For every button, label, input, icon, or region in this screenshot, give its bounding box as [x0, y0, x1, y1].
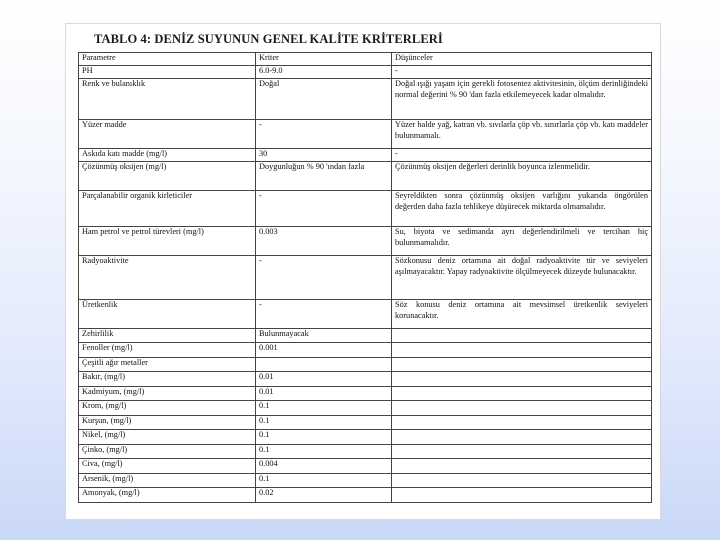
kriter-cell: Bulunmayacak: [256, 329, 392, 343]
comment-cell: [392, 474, 652, 488]
table-row: [79, 300, 652, 329]
param-cell: Krom, (mg/l): [79, 401, 256, 416]
comment-cell: [392, 401, 652, 416]
kriter-cell: 0.1: [256, 416, 392, 430]
kriter-cell: [256, 358, 392, 372]
kriter-cell: 0.1: [256, 474, 392, 488]
param-cell: Renk ve bulanıklık: [79, 79, 256, 120]
comment-cell: [392, 430, 652, 445]
comment-cell: Çözünmüş oksijen değerleri derinlik boyunca izlenmelidir.: [392, 162, 652, 191]
param-cell: Kadmiyum, (mg/l): [79, 387, 256, 401]
kriter-cell: 0.1: [256, 401, 392, 416]
kriter-cell: 0.01: [256, 387, 392, 401]
param-cell: Çeşitli ağır metaller: [79, 358, 256, 372]
table-row: [79, 459, 652, 474]
kriter-cell: 0.003: [256, 227, 392, 256]
kriter-cell: 0.004: [256, 459, 392, 474]
param-cell: Ham petrol ve petrol türevleri (mg/l): [79, 227, 256, 256]
comment-cell: Seyreldikten sonra çözünmüş oksijen varlığını yukarıda öngörülen değerden daha fazla tehlikeye düşürecek miktarda olmamalıdır.: [392, 191, 652, 227]
comment-cell: Doğal ışığı yaşam için gerekli fotosentez aktivitesinin, ölçüm derinliğindeki normal değerini % 90 'dan fazla etkilemeyecek kadar olmalıdır.: [392, 79, 652, 120]
kriter-cell: Doygunluğun % 90 'ından fazla: [256, 162, 392, 191]
comment-cell: [392, 329, 652, 343]
comment-cell: Söz konusu deniz ortamına ait mevsimsel üretkenlik seviyeleri korunacaktır.: [392, 300, 652, 329]
param-cell: Arsenik, (mg/l): [79, 474, 256, 488]
param-cell: Zehirlilik: [79, 329, 256, 343]
header-dusunceler: Düşünceler: [392, 53, 652, 66]
comment-cell: [392, 372, 652, 387]
table-row: [79, 343, 652, 358]
kriter-cell: 6.0-9.0: [256, 66, 392, 79]
param-cell: Yüzer madde: [79, 120, 256, 149]
table-row: [79, 120, 652, 149]
header-row: [79, 53, 652, 66]
comment-cell: Yüzer halde yağ, katran vb. sıvılarla çöp vb. sınırlarla çöp vb. katı maddeler bulunmamalı.: [392, 120, 652, 149]
comment-cell: Su, biyota ve sedimanda ayrı değerlendirilmeli ve tercihan hiç bulunmamalıdır.: [392, 227, 652, 256]
table-row: [79, 387, 652, 401]
table-row: [79, 430, 652, 445]
param-cell: Çözünmüş oksijen (mg/l): [79, 162, 256, 191]
comment-cell: [392, 416, 652, 430]
table-title: TABLO 4: DENİZ SUYUNUN GENEL KALİTE KRİTERLERİ: [94, 32, 443, 46]
comment-cell: [392, 387, 652, 401]
table-row: [79, 227, 652, 256]
kriter-cell: -: [256, 256, 392, 300]
table-row: [79, 256, 652, 300]
comment-cell: [392, 343, 652, 358]
kriter-cell: 0.001: [256, 343, 392, 358]
kriter-cell: -: [256, 120, 392, 149]
param-cell: Radyoaktivite: [79, 256, 256, 300]
param-cell: Amonyak, (mg/l): [79, 488, 256, 503]
table-row: [79, 79, 652, 120]
kriter-cell: -: [256, 300, 392, 329]
param-cell: Kurşun, (mg/l): [79, 416, 256, 430]
kriter-cell: 0.1: [256, 430, 392, 445]
table-row: [79, 416, 652, 430]
comment-cell: Sözkonusu deniz ortamına ait doğal radyoaktivite tür ve seviyeleri aşılmayacaktır. Yapay radyoaktivite ölçülmeyecek düzeyde bulunacaktır.: [392, 256, 652, 300]
param-cell: Üretkenlik: [79, 300, 256, 329]
kriter-cell: 0.1: [256, 445, 392, 459]
param-cell: Askıda katı madde (mg/l): [79, 149, 256, 162]
param-cell: Civa, (mg/l): [79, 459, 256, 474]
kriter-cell: 0.01: [256, 372, 392, 387]
table-row: [79, 191, 652, 227]
kriter-cell: -: [256, 191, 392, 227]
param-cell: Parçalanabilir organik kirleticiler: [79, 191, 256, 227]
table-row: [79, 401, 652, 416]
document-page: [65, 23, 661, 520]
comment-cell: -: [392, 66, 652, 79]
param-cell: Fenoller (mg/l): [79, 343, 256, 358]
param-cell: Bakır, (mg/l): [79, 372, 256, 387]
table-row: [79, 372, 652, 387]
kriter-cell: 30: [256, 149, 392, 162]
table-row: [79, 149, 652, 162]
table-row: [79, 329, 652, 343]
table-row: [79, 66, 652, 79]
table-row: [79, 358, 652, 372]
param-cell: PH: [79, 66, 256, 79]
comment-cell: [392, 358, 652, 372]
table-row: [79, 474, 652, 488]
kriter-cell: 0.02: [256, 488, 392, 503]
kriter-cell: Doğal: [256, 79, 392, 120]
comment-cell: [392, 445, 652, 459]
table-row: [79, 162, 652, 191]
comment-cell: -: [392, 149, 652, 162]
table-row: [79, 445, 652, 459]
comment-cell: [392, 488, 652, 503]
header-kriter: Kriter: [256, 53, 392, 66]
comment-cell: [392, 459, 652, 474]
table-row: [79, 488, 652, 503]
criteria-table: [78, 52, 652, 503]
param-cell: Çinko, (mg/l): [79, 445, 256, 459]
header-parametre: Parametre: [79, 53, 256, 66]
param-cell: Nikel, (mg/l): [79, 430, 256, 445]
